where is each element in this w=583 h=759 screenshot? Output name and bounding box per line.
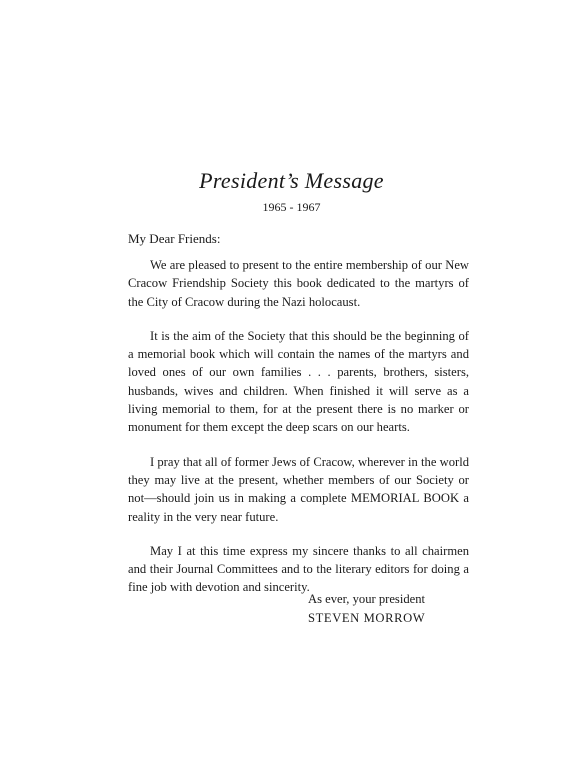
letter-closing: As ever, your president: [308, 592, 426, 606]
letter-greeting: My Dear Friends:: [128, 231, 221, 246]
letter-body: [128, 256, 469, 613]
letter-paragraph: I pray that all of former Jews of Cracow, wherever in the world they may live at the present, whether members of our Society or not—should join us in making a complete MEMORIAL BOOK a reality in the very near future.: [128, 454, 469, 524]
page-subtitle-years: 1965 - 1967: [262, 200, 321, 214]
letter-paragraph: We are pleased to present to the entire membership of our New Cracow Friendship Society this book dedicated to the martyrs of the City of Cracow during the Nazi holocaust.: [128, 258, 469, 309]
letter-paragraph: May I at this time express my sincere thanks to all chairmen and their Journal Committees and to the literary editors for doing a fine job with devotion and sincerity.: [128, 543, 469, 595]
letter-closing-block: [308, 590, 425, 628]
letter-signature: STEVEN MORROW: [308, 611, 426, 625]
letter-paragraph: It is the aim of the Society that this should be the beginning of a memorial book which will contain the names of the martyrs and loved ones of our own families . . . parents, brothers, sisters, husbands, wives and children. When finished it will serve as a living memorial to them, for at the present there is no marker or monument for them except the deep scars on our hearts.: [128, 328, 469, 435]
page-title: President’s Message: [199, 168, 384, 193]
